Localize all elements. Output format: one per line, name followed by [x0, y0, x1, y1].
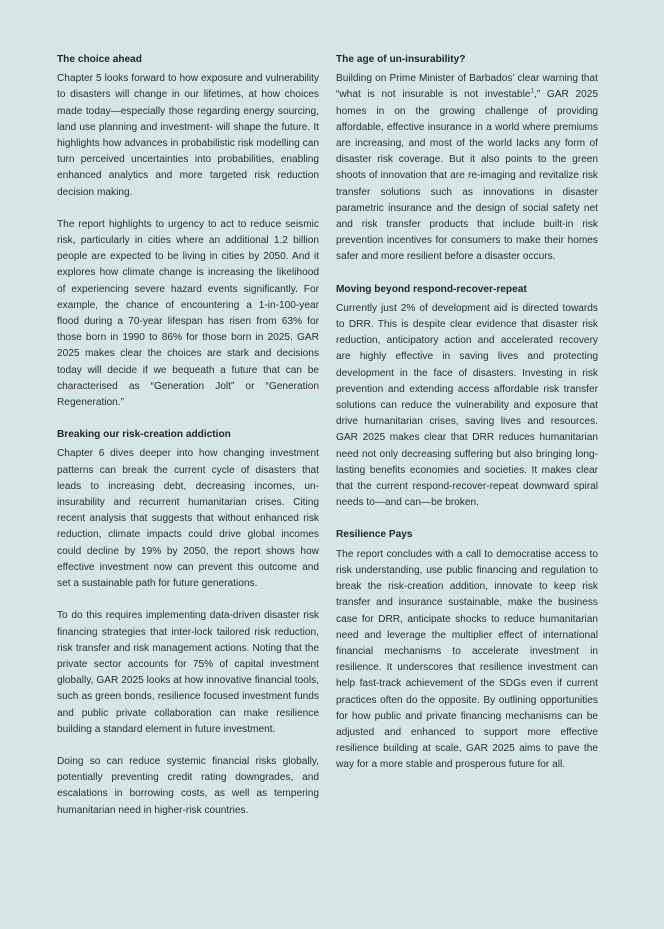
paragraph: Chapter 6 dives deeper into how changing investment patterns can break the current cycle of disasters that leads to increasing debt, decreasing incomes, un-insurability and recurrent humanitarian crises. Citing recent analysis that suggests that without enhanced risk reduction, climate impacts could drive global incomes could decline by 19% by 2050, the report shows how effective investment now can prevent this outcome and set a sustainable path for future generations. [57, 448, 319, 590]
footnote-marker: 1 [530, 89, 534, 96]
paragraph: Currently just 2% of development aid is directed towards to DRR. This is despite clear evidence that disaster risk reduction, anticipatory action and accelerated recovery are highly effective in saving lives and protecting development in the face of disasters. Investing in risk prevention and extending access affordable risk transfer solutions can reduce the vulnerability and exposure that drive humanitarian crises, saving lives and resources. GAR 2025 makes clear that DRR reduces humanitarian need not only decreasing suffering but also bringing long-lasting benefits economies and societies. It makes clear that the current respond-recover-repeat downward spiral needs to—and can—be broken. [336, 302, 598, 509]
paragraph: The report highlights to urgency to act to reduce seismic risk, particularly in cities where an additional 1.2 billion people are expected to be living in cities by 2050. And it explores how climate change is increasing the likelihood of experiencing severe hazard events significantly. For example, the chance of encountering a 1-in-100-year flood during a 70-year lifespan has risen from 63% for those born in 1990 to 86% for those born in 2025. GAR 2025 makes clear the choices are stark and decisions today will decide if we bequeath a future that can be characterised as “Generation Jolt” or “Generation Regeneration.” [57, 218, 319, 409]
paragraph: To do this requires implementing data-driven disaster risk financing strategies that inter-lock tailored risk reduction, risk transfer and risk management actions. Noting that the private sector accounts for 75% of capital investment globally, GAR 2025 looks at how innovative financial tools, such as green bonds, resilience focused investment funds and public private collaboration can make resilience building a standard element in future investment. [57, 610, 319, 735]
section-heading-respond-recover-repeat: Moving beyond respond-recover-repeat [336, 283, 527, 295]
section-heading-choice-ahead: The choice ahead [57, 54, 142, 65]
paragraph: Chapter 5 looks forward to how exposure and vulnerability to disasters will change in our lifetimes, at how choices made today—especially those regarding energy sourcing, land use planning and investment- will shape the future. It highlights how advances in probabilistic risk modelling can turn perceived uncertainties into probabilities, enabling enhanced analytics and more targeted risk reduction decision making. [57, 73, 319, 198]
paragraph: The report concludes with a call to democratise access to risk understanding, use public financing and regulation to break the risk-creation addition, innovate to keep risk transfer and insurance sustainable, make the business case for DRR, anticipate shocks to reduce humanitarian need and leverage the multiplier effect of international financial mechanisms to accelerate investment in resilience. It underscores that resilience investment can help fast-track achievement of the SDGs even if current practices often do the opposite. By outlining opportunities for how public and private financing mechanisms can be adjusted and enhanced to support more effective resilience building at scale, GAR 2025 aims to pave the way for a more stable and prosperous future for all. [336, 548, 598, 771]
right-column [336, 52, 598, 774]
section-heading-risk-creation: Breaking our risk-creation addiction [57, 429, 231, 441]
section-heading-resilience-pays: Resilience Pays [336, 529, 413, 541]
paragraph-text: Building on Prime Minister of Barbados’ clear warning that “what is not insurable is not investable [336, 73, 598, 101]
paragraph [336, 71, 598, 265]
paragraph-text: ,” GAR 2025 homes in on the growing challenge of providing affordable, effective insurance in a world where premiums are increasing, and most of the world lacks any form of disaster risk coverage. But it also points to the green shoots of innovation that are re-imaging and revitalize risk transfer solutions such as innovations in disaster parametric insurance and the design of social safety net and risk transfer products that include built-in risk prevention incentives for consumers to make their homes safer and more resilient before a disaster occurs. [336, 89, 599, 263]
left-column [57, 52, 319, 819]
paragraph: Doing so can reduce systemic financial risks globally, potentially preventing credit rating downgrades, and escalations in borrowing costs, as well as tempering humanitarian need in higher-risk countries. [57, 755, 319, 816]
section-heading-un-insurability: The age of un-insurability? [336, 54, 466, 65]
